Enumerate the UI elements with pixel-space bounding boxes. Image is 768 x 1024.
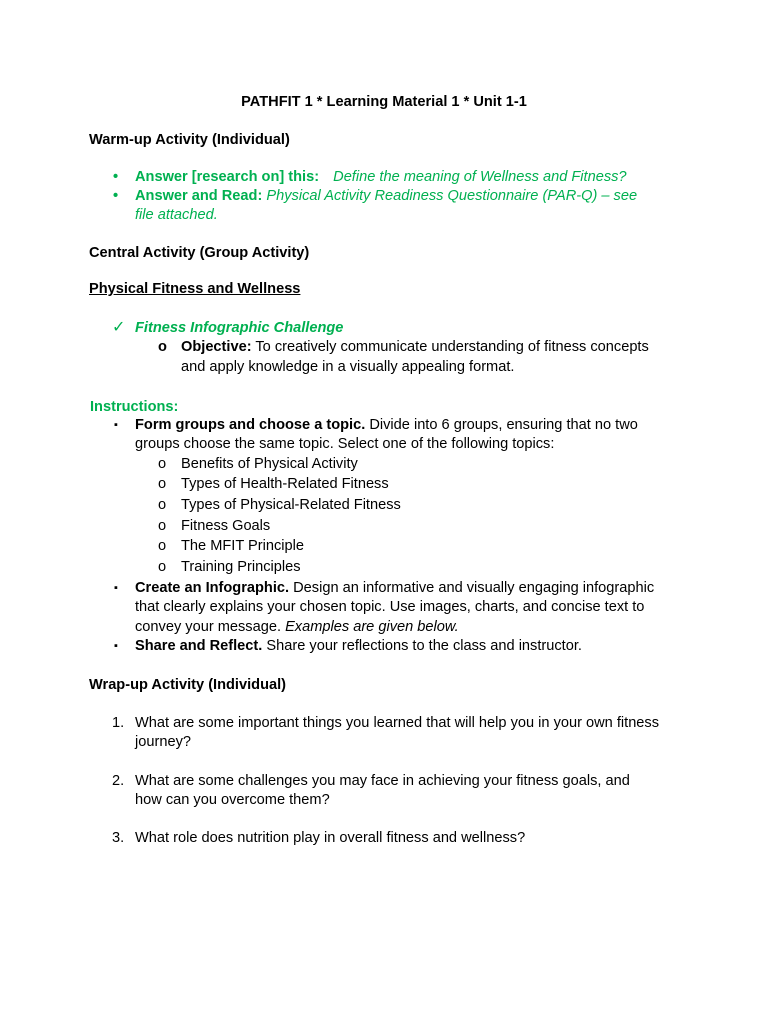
square-bullet-icon: ▪ [114,582,118,594]
circle-bullet-icon: o [158,456,167,472]
objective-label: Objective: [181,339,252,355]
circle-bullet-icon: o [158,497,167,513]
instruction-2-italic: Examples are given below. [285,619,459,635]
instruction-3 [135,637,582,656]
square-bullet-icon: ▪ [114,419,118,431]
bullet-icon: • [113,188,119,204]
question-number: 2. [112,773,125,789]
topic-item: Benefits of Physical Activity [181,456,358,472]
question-1-line-1: What are some important things you learned that will help you in your own fitness [135,715,660,731]
question-2-line-2: how can you overcome them? [135,792,330,808]
checkmark-icon: ✓ [112,319,126,336]
warmup-bullet-1-text: Define the meaning of Wellness and Fitness? [333,169,627,185]
objective-line-2: and apply knowledge in a visually appealing format. [181,359,515,375]
instruction-2-line-1 [135,579,654,598]
topic-item: The MFIT Principle [181,538,304,554]
warmup-bullet-2-label: Answer and Read: [135,188,263,204]
instructions-heading: Instructions: [90,399,179,415]
question-number: 3. [112,830,125,846]
instruction-2-text-3: convey your message. [135,619,282,635]
instruction-2-line-2: that clearly explains your chosen topic. Use images, charts, and concise text to [135,599,645,615]
question-number: 1. [112,715,125,731]
question-2-line-1: What are some challenges you may face in achieving your fitness goals, and [135,773,630,789]
warmup-bullet-2-text: Physical Activity Readiness Questionnaire (PAR-Q) – see [266,188,638,204]
central-subheading: Physical Fitness and Wellness [89,281,301,297]
topic-item: Types of Health-Related Fitness [181,476,389,492]
circle-bullet-icon: o [158,538,167,554]
instruction-3-label: Share and Reflect. [135,638,263,654]
circle-bullet-icon: o [158,476,167,492]
circle-bullet-icon: o [158,518,167,534]
instruction-2-label: Create an Infographic. [135,580,290,596]
circle-bullet-icon: o [158,339,167,355]
page-title: PATHFIT 1 * Learning Material 1 * Unit 1-1 [241,94,527,110]
instruction-1-label: Form groups and choose a topic. [135,417,366,433]
instruction-3-text: Share your reflections to the class and instructor. [266,638,582,654]
central-heading: Central Activity (Group Activity) [89,245,310,261]
topic-item: Training Principles [181,559,301,575]
warmup-bullet-1 [135,168,627,187]
question-1-line-2: journey? [135,734,191,750]
circle-bullet-icon: o [158,559,167,575]
instruction-1-line-1 [135,416,638,435]
warmup-bullet-2-text-cont: file attached. [135,207,218,223]
challenge-title: Fitness Infographic Challenge [135,320,344,336]
topic-item: Fitness Goals [181,518,271,534]
objective-line-1 [181,338,649,357]
warmup-heading: Warm-up Activity (Individual) [89,132,290,148]
instruction-2-line-3 [135,618,459,637]
warmup-bullet-2 [135,187,637,206]
objective-text: To creatively communicate understanding of fitness concepts [255,339,649,355]
instruction-1-text: Divide into 6 groups, ensuring that no two [369,417,638,433]
instruction-2-text: Design an informative and visually engaging infographic [293,580,655,596]
warmup-bullet-1-label: Answer [research on] this: [135,169,320,185]
instruction-1-line-2: groups choose the same topic. Select one of the following topics: [135,436,555,452]
topic-item: Types of Physical-Related Fitness [181,497,401,513]
wrapup-heading: Wrap-up Activity (Individual) [89,677,287,693]
bullet-icon: • [113,169,119,185]
question-3-line-1: What role does nutrition play in overall fitness and wellness? [135,830,526,846]
square-bullet-icon: ▪ [114,640,118,652]
